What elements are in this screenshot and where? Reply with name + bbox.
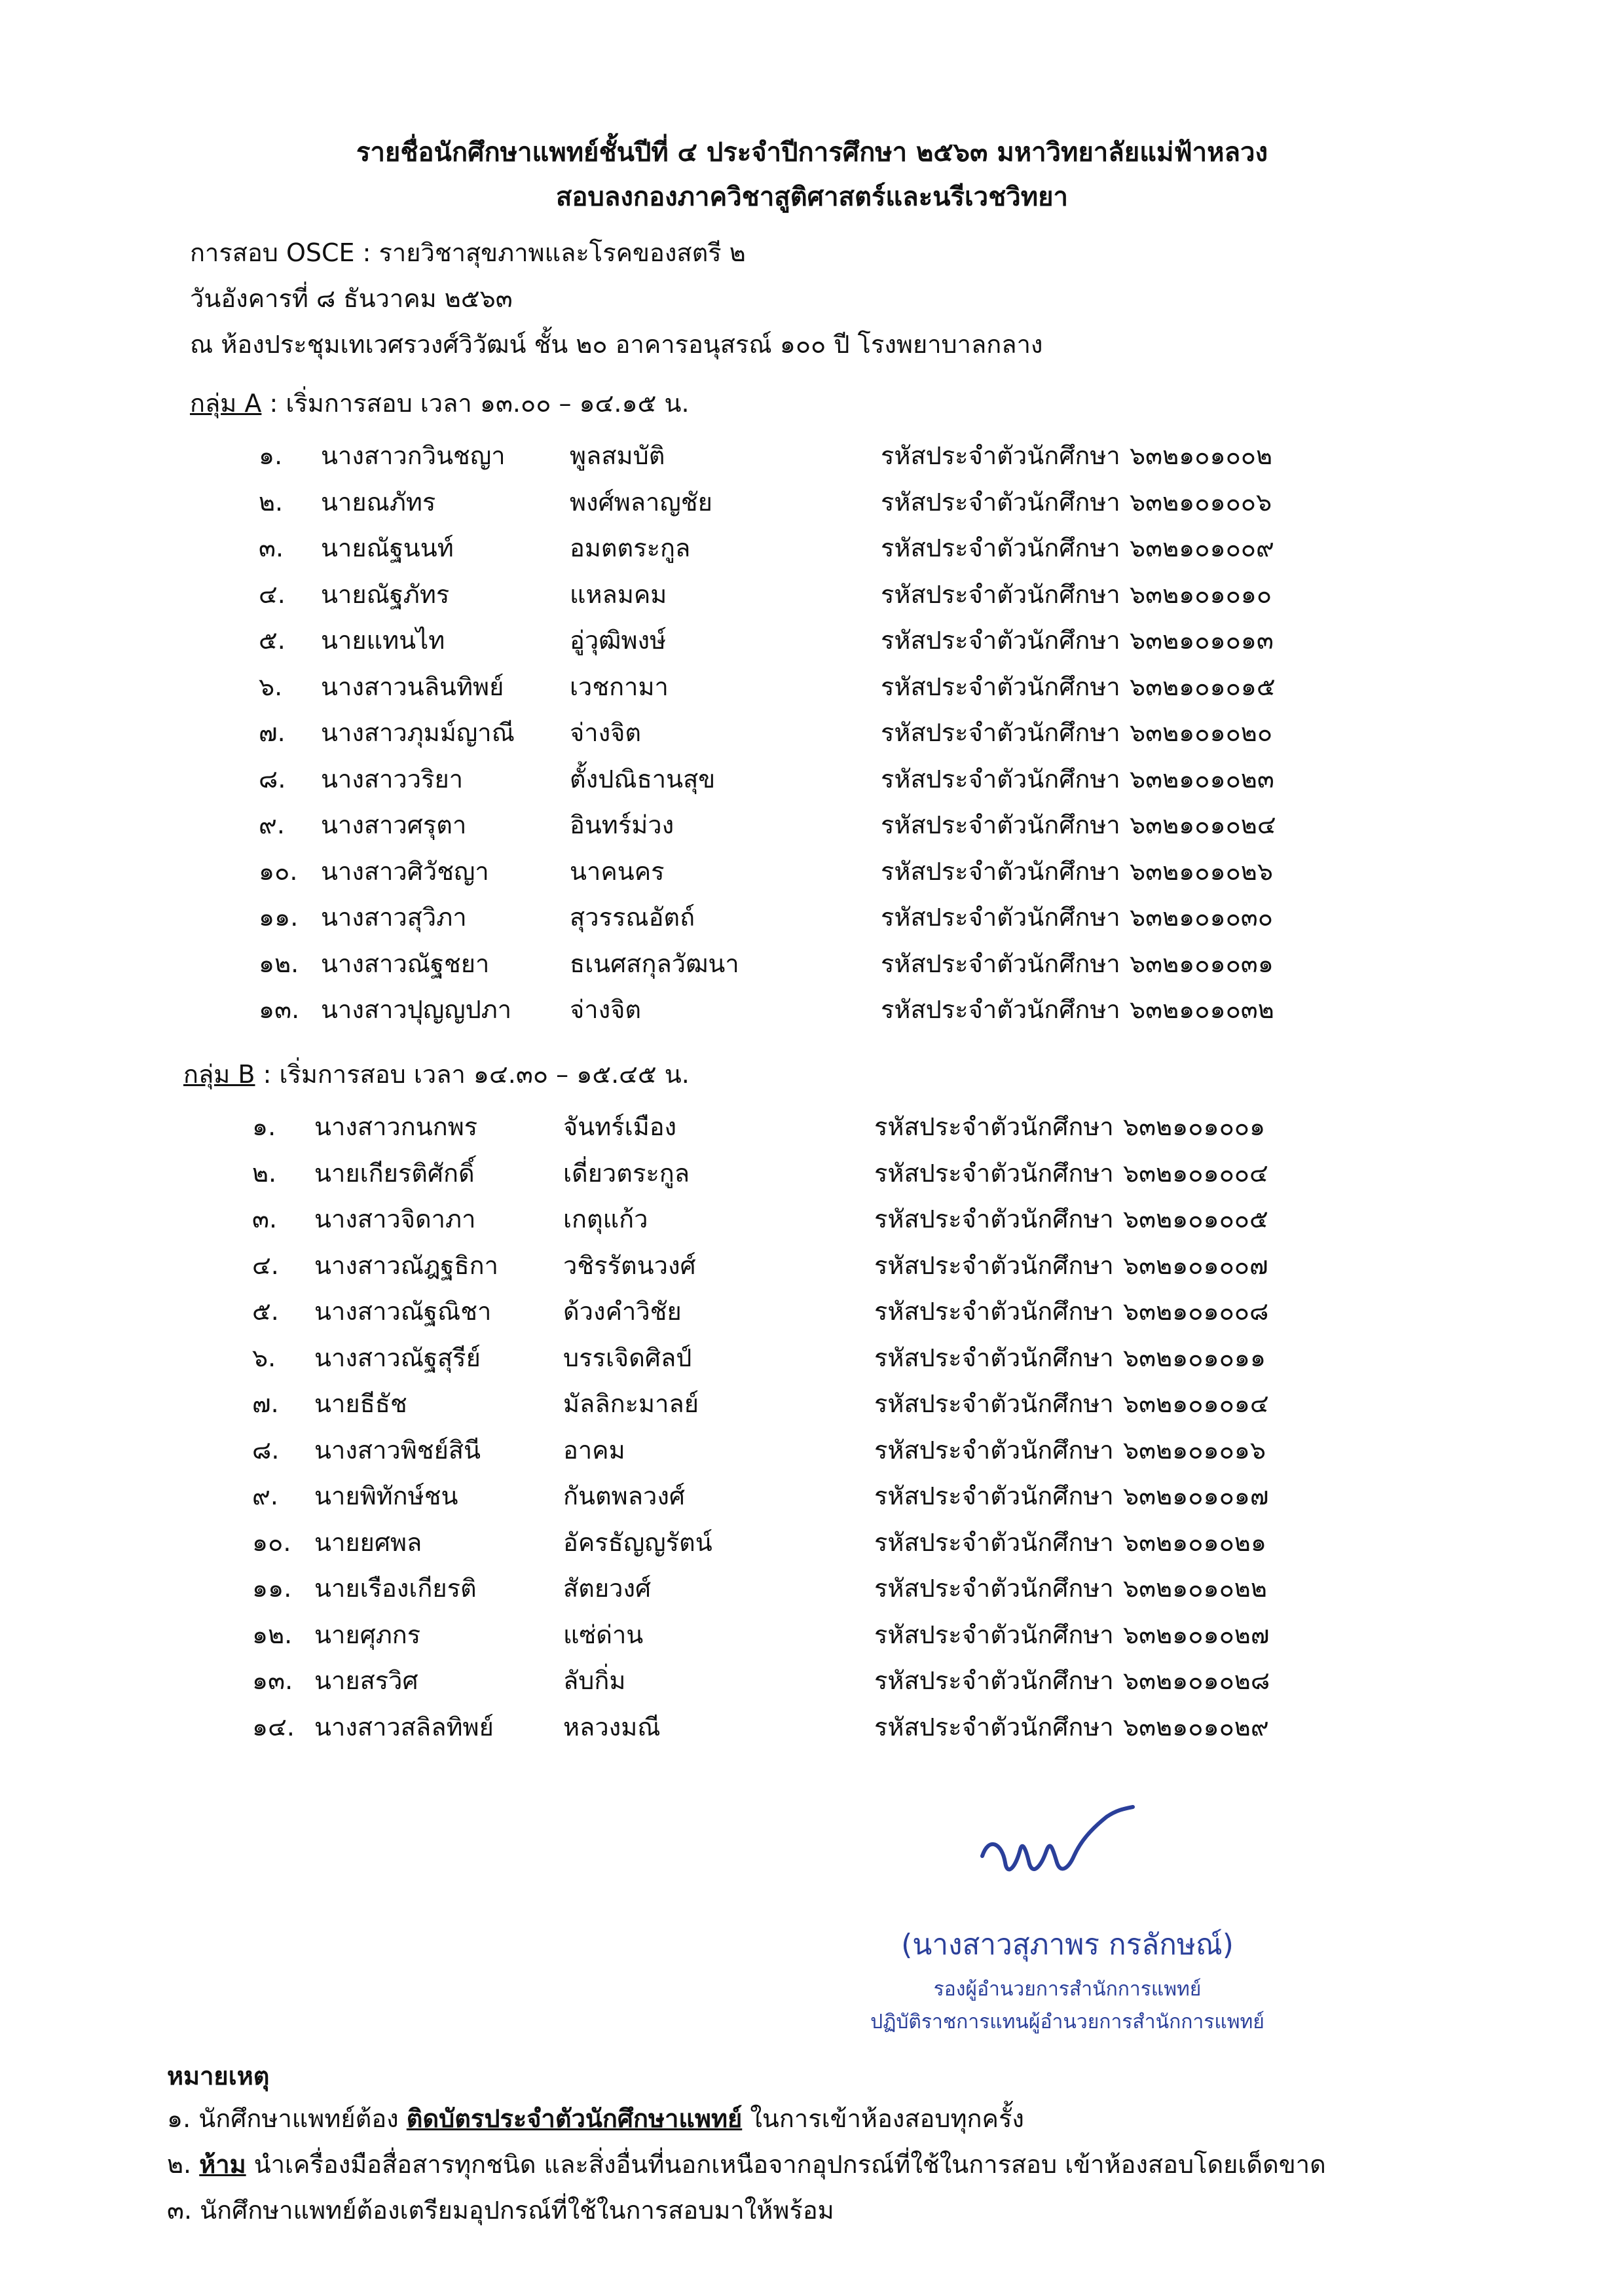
student-id: ๖๓๒๑๐๑๐๒๔ [1130,811,1276,839]
student-id: ๖๓๒๑๐๑๐๐๕ [1123,1205,1268,1233]
student-number: ๖. [252,1343,276,1372]
student-number: ๑๐. [252,1527,291,1557]
student-id-label: รหัสประจำตัวนักศึกษา [874,1666,1114,1695]
student-first-name: นางสาววริยา [321,764,464,793]
student-number: ๕. [252,1297,279,1326]
student-first-name: นางสาวจิดาภา [314,1205,476,1233]
student-id: ๖๓๒๑๐๑๐๑๐ [1130,579,1272,609]
student-id: ๖๓๒๑๐๑๐๒๙ [1123,1712,1269,1741]
student-id-label: รหัสประจำตัวนักศึกษา [881,534,1120,562]
student-last-name: อินทร์ม่วง [570,811,674,839]
student-first-name: นายศุภกร [314,1620,421,1649]
group-b-label: กลุ่ม B [183,1060,255,1089]
exam-info: การสอบ OSCE : รายวิชาสุขภาพและโรคของสตรี ๒ [190,238,746,267]
student-last-name: จันทร์เมือง [563,1112,677,1141]
student-id: ๖๓๒๑๐๑๐๑๔ [1123,1389,1269,1418]
student-last-name: เกตุแก้ว [563,1205,648,1233]
student-first-name: นายพิทักษ์ชน [314,1482,458,1510]
student-first-name: นางสาวณัฐณิชา [314,1297,492,1326]
signatory-position: รองผู้อำนวยการสำนักการแพทย์ [933,1978,1202,2001]
student-first-name: นายณัฐภัทร [321,579,450,609]
student-last-name: ลับกิ่ม [563,1666,626,1695]
student-id: ๖๓๒๑๐๑๐๒๖ [1130,856,1273,886]
student-id: ๖๓๒๑๐๑๐๐๘ [1123,1297,1269,1326]
student-last-name: ตั้งปณิธานสุข [570,764,716,793]
student-number: ๑๒. [259,949,299,978]
student-id: ๖๓๒๑๐๑๐๐๗ [1123,1250,1268,1280]
student-id-label: รหัสประจำตัวนักศึกษา [881,949,1120,978]
student-id-label: รหัสประจำตัวนักศึกษา [881,856,1120,886]
student-id: ๖๓๒๑๐๑๐๐๑ [1123,1112,1266,1141]
student-id: ๖๓๒๑๐๑๐๓๐ [1130,903,1273,932]
student-last-name: นาคนคร [570,856,665,886]
student-number: ๑๑. [259,903,299,932]
student-number: ๑๒. [252,1620,293,1649]
student-id-label: รหัสประจำตัวนักศึกษา [874,1158,1114,1188]
student-last-name: อมตตระกูล [570,534,691,562]
student-last-name: สุวรรณอัตถ์ [570,903,695,932]
student-number: ๘. [252,1435,280,1465]
group-b-heading [183,1054,690,1094]
student-number: ๑๔. [252,1712,295,1741]
group-a-time: : เริ่มการสอบ เวลา ๑๓.๐๐ – ๑๔.๑๕ น. [261,389,690,418]
student-id: ๖๓๒๑๐๑๐๐๖ [1130,487,1272,517]
student-first-name: นางสาวณัฐสุรีย์ [314,1343,481,1372]
student-number: ๑๑. [252,1574,292,1603]
student-id: ๖๓๒๑๐๑๐๐๔ [1123,1158,1268,1188]
student-first-name: นางสาวศิวัชญา [321,856,489,886]
student-last-name: แหลมคม [570,579,667,609]
student-number: ๒. [259,487,284,517]
student-id-label: รหัสประจำตัวนักศึกษา [874,1250,1114,1280]
student-last-name: มัลลิกะมาลย์ [563,1389,699,1418]
student-last-name: อาคม [563,1435,625,1465]
student-first-name: นายณภัทร [321,487,436,517]
student-id: ๖๓๒๑๐๑๐๑๖ [1123,1435,1266,1465]
student-id-label: รหัสประจำตัวนักศึกษา [881,626,1120,655]
student-id-label: รหัสประจำตัวนักศึกษา [874,1574,1114,1603]
student-first-name: นางสาวศรุตา [321,811,467,839]
student-number: ๑๐. [259,856,298,886]
student-first-name: นางสาวกวินชญา [321,441,506,470]
student-id-label: รหัสประจำตัวนักศึกษา [881,487,1120,517]
group-b-time: : เริ่มการสอบ เวลา ๑๔.๓๐ – ๑๕.๔๕ น. [255,1060,690,1089]
student-first-name: นายสรวิศ [314,1666,418,1695]
student-last-name: อัครธัญญรัตน์ [563,1527,712,1557]
student-id: ๖๓๒๑๐๑๐๑๑ [1123,1343,1266,1372]
student-id: ๖๓๒๑๐๑๐๒๗ [1123,1620,1270,1649]
student-first-name: นายเกียรติศักดิ์ [314,1158,475,1188]
student-last-name: กันตพลวงศ์ [563,1482,686,1510]
signatory-acting-position: ปฏิบัติราชการแทนผู้อำนวยการสำนักการแพทย์ [870,2011,1264,2033]
student-last-name: สัตยวงศ์ [563,1574,652,1603]
student-id-label: รหัสประจำตัวนักศึกษา [881,718,1120,747]
student-id-label: รหัสประจำตัวนักศึกษา [874,1343,1114,1372]
student-number: ๑. [252,1112,276,1141]
student-id-label: รหัสประจำตัวนักศึกษา [881,579,1120,609]
student-id-label: รหัสประจำตัวนักศึกษา [881,672,1120,701]
student-number: ๑๓. [259,995,300,1024]
student-id-label: รหัสประจำตัวนักศึกษา [874,1482,1114,1510]
student-id-label: รหัสประจำตัวนักศึกษา [881,903,1120,932]
student-id: ๖๓๒๑๐๑๐๒๐ [1130,718,1273,747]
student-id-label: รหัสประจำตัวนักศึกษา [874,1297,1114,1326]
student-id: ๖๓๒๑๐๑๐๓๑ [1130,949,1274,978]
signatory-name: (นางสาวสุภาพร กรลักษณ์) [901,1928,1234,1961]
exam-venue: ณ ห้องประชุมเทเวศรวงศ์วิวัฒน์ ชั้น ๒๐ อาคารอนุสรณ์ ๑๐๐ ปี โรงพยาบาลกลาง [190,330,1043,359]
student-first-name: นางสาวนลินทิพย์ [321,672,504,701]
note-1 [167,2098,1024,2138]
student-last-name: พงศ์พลาญชัย [570,487,712,517]
student-id-label: รหัสประจำตัวนักศึกษา [881,441,1120,470]
document-title-line2: สอบลงกองภาควิชาสูติศาสตร์และนรีเวชวิทยา [555,182,1069,212]
student-first-name: นายเรืองเกียรติ [314,1574,477,1603]
student-id-label: รหัสประจำตัวนักศึกษา [881,811,1120,839]
student-last-name: ด้วงคำวิชัย [563,1297,682,1326]
student-first-name: นางสาวกนกพร [314,1112,478,1141]
group-a-label: กลุ่ม A [190,389,262,418]
student-id-label: รหัสประจำตัวนักศึกษา [874,1389,1114,1418]
student-last-name: อู่วุฒิพงษ์ [570,626,667,655]
student-id: ๖๓๒๑๐๑๐๐๙ [1130,534,1274,562]
student-id: ๖๓๒๑๐๑๐๑๓ [1130,626,1274,655]
student-id-label: รหัสประจำตัวนักศึกษา [874,1620,1114,1649]
student-id: ๖๓๒๑๐๑๐๒๑ [1123,1527,1266,1557]
student-id: ๖๓๒๑๐๑๐๓๒ [1130,995,1274,1024]
student-first-name: นายธีธัช [314,1389,407,1418]
student-first-name: นางสาวณัฎฐธิกา [314,1250,499,1280]
student-first-name: นางสาวณัฐชยา [321,949,490,978]
student-id: ๖๓๒๑๐๑๐๒๘ [1123,1666,1270,1695]
signature-mark [976,1804,1146,1902]
student-first-name: นางสาวภุมม์ญาณี [321,718,515,747]
student-number: ๑. [259,441,283,470]
note-2-emphasis: ห้าม [199,2150,246,2179]
student-first-name: นางสาวปุญญปภา [321,995,512,1024]
student-number: ๘. [259,764,286,793]
student-last-name: พูลสมบัติ [570,441,665,470]
group-a-heading [190,383,690,423]
student-last-name: เวชกามา [570,672,669,701]
student-first-name: นายแทนไท [321,626,445,655]
note-2-number: ๒. [167,2150,200,2179]
student-number: ๔. [259,579,286,609]
student-last-name: ธเนศสกุลวัฒนา [570,949,739,978]
student-id: ๖๓๒๑๐๑๐๐๒ [1130,441,1273,470]
student-id-label: รหัสประจำตัวนักศึกษา [881,764,1120,793]
exam-date: วันอังคารที่ ๘ ธันวาคม ๒๕๖๓ [190,284,513,313]
student-number: ๖. [259,672,283,701]
student-id: ๖๓๒๑๐๑๐๒๓ [1130,764,1274,793]
student-first-name: นายยศพล [314,1527,422,1557]
document-title-line1: รายชื่อนักศึกษาแพทย์ชั้นปีที่ ๔ ประจำปีการศึกษา ๒๕๖๓ มหาวิทยาลัยแม่ฟ้าหลวง [356,137,1268,168]
student-id: ๖๓๒๑๐๑๐๑๗ [1123,1482,1269,1510]
student-number: ๙. [259,811,285,839]
note-2 [167,2144,1326,2184]
student-first-name: นายณัฐนนท์ [321,534,454,562]
student-number: ๒. [252,1158,277,1188]
student-number: ๔. [252,1250,279,1280]
student-last-name: บรรเจิดศิลป์ [563,1343,692,1372]
student-last-name: แซ่ด่าน [563,1620,644,1649]
student-number: ๑๓. [252,1666,293,1695]
student-id-label: รหัสประจำตัวนักศึกษา [874,1712,1114,1741]
student-id-label: รหัสประจำตัวนักศึกษา [874,1205,1114,1233]
student-id-label: รหัสประจำตัวนักศึกษา [874,1112,1114,1141]
student-id-label: รหัสประจำตัวนักศึกษา [874,1435,1114,1465]
student-number: ๙. [252,1482,278,1510]
note-1-text: ๑. นักศึกษาแพทย์ต้อง [167,2104,407,2133]
student-last-name: จ่างจิต [570,718,642,747]
student-last-name: จ่างจิต [570,995,642,1024]
student-number: ๓. [259,534,284,562]
student-last-name: วชิรรัตนวงศ์ [563,1250,696,1280]
note-3: ๓. นักศึกษาแพทย์ต้องเตรียมอุปกรณ์ที่ใช้ในการสอบมาให้พร้อม [167,2196,834,2225]
note-1-emphasis: ติดบัตรประจำตัวนักศึกษาแพทย์ [406,2104,743,2133]
student-id-label: รหัสประจำตัวนักศึกษา [874,1527,1114,1557]
student-first-name: นางสาวสลิลทิพย์ [314,1712,494,1741]
student-last-name: เดี่ยวตระกูล [563,1158,690,1188]
student-number: ๕. [259,626,286,655]
student-number: ๗. [252,1389,279,1418]
note-2-text: นำเครื่องมือสื่อสารทุกชนิด และสิ่งอื่นที่นอกเหนือจากอุปกรณ์ที่ใช้ในการสอบ เข้าห้องสอบโดยเด็ดขาด [246,2150,1326,2179]
note-1-text-end: ในการเข้าห้องสอบทุกครั้ง [742,2104,1024,2133]
student-first-name: นางสาวพิชย์สินี [314,1435,481,1465]
student-id: ๖๓๒๑๐๑๐๑๕ [1130,672,1276,701]
student-number: ๗. [259,718,286,747]
student-last-name: หลวงมณี [563,1712,661,1741]
student-number: ๓. [252,1205,278,1233]
notes-title: หมายเหตุ [167,2062,270,2090]
student-id-label: รหัสประจำตัวนักศึกษา [881,995,1120,1024]
student-first-name: นางสาวสุวิภา [321,903,467,932]
student-id: ๖๓๒๑๐๑๐๒๒ [1123,1574,1267,1603]
